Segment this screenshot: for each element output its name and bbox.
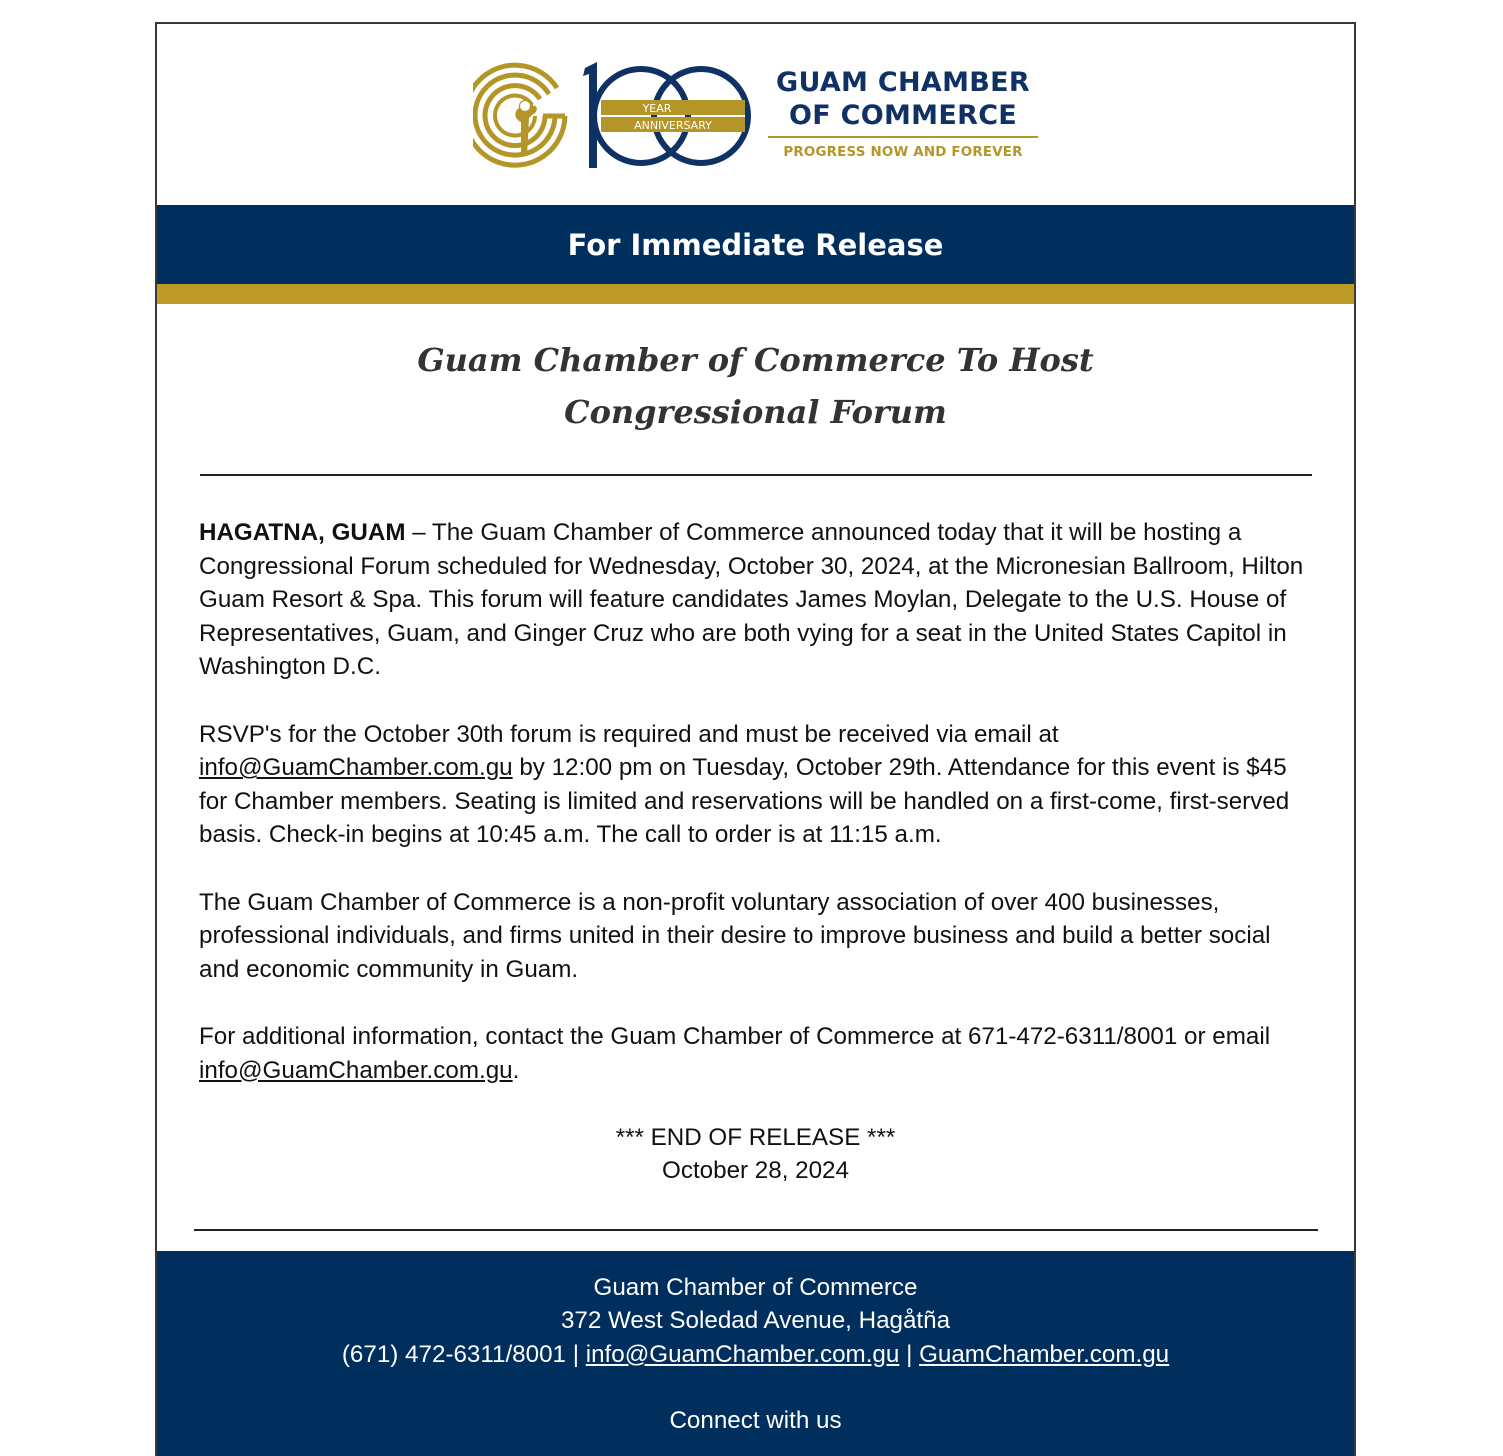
logo-anniversary-text: ANNIVERSARY — [634, 119, 712, 132]
centennial-logo-icon — [473, 60, 755, 172]
footer-separator: | — [566, 1340, 586, 1368]
logo-header — [157, 24, 1354, 205]
footer-website-link[interactable]: GuamChamber.com.gu — [919, 1340, 1170, 1368]
paragraph-contact — [199, 1020, 1312, 1087]
release-banner: For Immediate Release — [157, 205, 1354, 284]
release-date: October 28, 2024 — [662, 1157, 849, 1185]
org-tagline: PROGRESS NOW AND FOREVER — [783, 145, 1023, 160]
rsvp-text-before: RSVP's for the October 30th forum is required and must be received via email at — [199, 720, 1059, 748]
email-container — [155, 22, 1356, 1456]
wordmark-divider — [768, 136, 1038, 138]
footer-phone: (671) 472-6311/8001 — [341, 1340, 566, 1368]
contact-text-after: . — [512, 1056, 520, 1084]
press-headline — [157, 334, 1354, 438]
connect-heading: Connect with us — [669, 1407, 842, 1435]
footer-email-link[interactable]: info@GuamChamber.com.gu — [585, 1340, 900, 1368]
headline-line1: Guam Chamber of Commerce To Host — [417, 341, 1094, 379]
contact-text-before: For additional information, contact the Guam Chamber of Commerce at 671-472-6311/8001 or email — [199, 1022, 1271, 1050]
footer-separator: | — [899, 1340, 920, 1368]
about-text: The Guam Chamber of Commerce is a non-profit voluntary association of over 400 businesses, professional individuals, and firms united in their desire to improve business and build a better social and economic community in Guam. — [199, 888, 1271, 983]
gold-accent-band — [157, 284, 1354, 304]
dateline: HAGATNA, GUAM — [199, 519, 406, 546]
end-of-release — [199, 1121, 1312, 1188]
paragraph-about — [199, 886, 1312, 987]
footer-divider — [194, 1229, 1318, 1231]
paragraph-rsvp — [199, 718, 1312, 852]
contact-email-link[interactable]: info@GuamChamber.com.gu — [199, 1056, 513, 1084]
org-name-line1: GUAM CHAMBER — [775, 67, 1030, 98]
announcement-text: – The Guam Chamber of Commerce announced today that it will be hosting a Congressional Forum scheduled for Wednesday, October 30, 2024, at the Micronesian Ballroom, Hilton Guam Resort & Spa. This forum will feature candidates James Moylan, Delegate to the U.S. House of Representatives, Guam, and Ginger Cruz who are both vying for a seat in the United States Capitol in Washington D.C. — [199, 519, 1304, 681]
rsvp-email-link[interactable]: info@GuamChamber.com.gu — [199, 754, 513, 782]
footer-org-name: Guam Chamber of Commerce — [593, 1273, 918, 1301]
org-name-line2: OF COMMERCE — [788, 100, 1018, 131]
footer — [157, 1251, 1354, 1456]
end-marker: *** END OF RELEASE *** — [615, 1123, 896, 1151]
headline-line2: Congressional Forum — [564, 393, 947, 431]
rsvp-text-after: by 12:00 pm on Tuesday, October 29th. Attendance for this event is $45 for Chamber members. Seating is limited and reservations will be handled on a first-come, first-served basis. Check-in begins at 10:45 a.m. The call to order is at 11:15 a.m. — [199, 754, 1290, 849]
footer-address: 372 West Soledad Avenue, Hagåtña — [560, 1307, 951, 1335]
release-body — [157, 476, 1354, 1188]
org-wordmark — [768, 66, 1038, 160]
logo-year-text: YEAR — [642, 102, 672, 115]
paragraph-announcement — [199, 516, 1312, 684]
footer-contact-line — [157, 1338, 1354, 1371]
